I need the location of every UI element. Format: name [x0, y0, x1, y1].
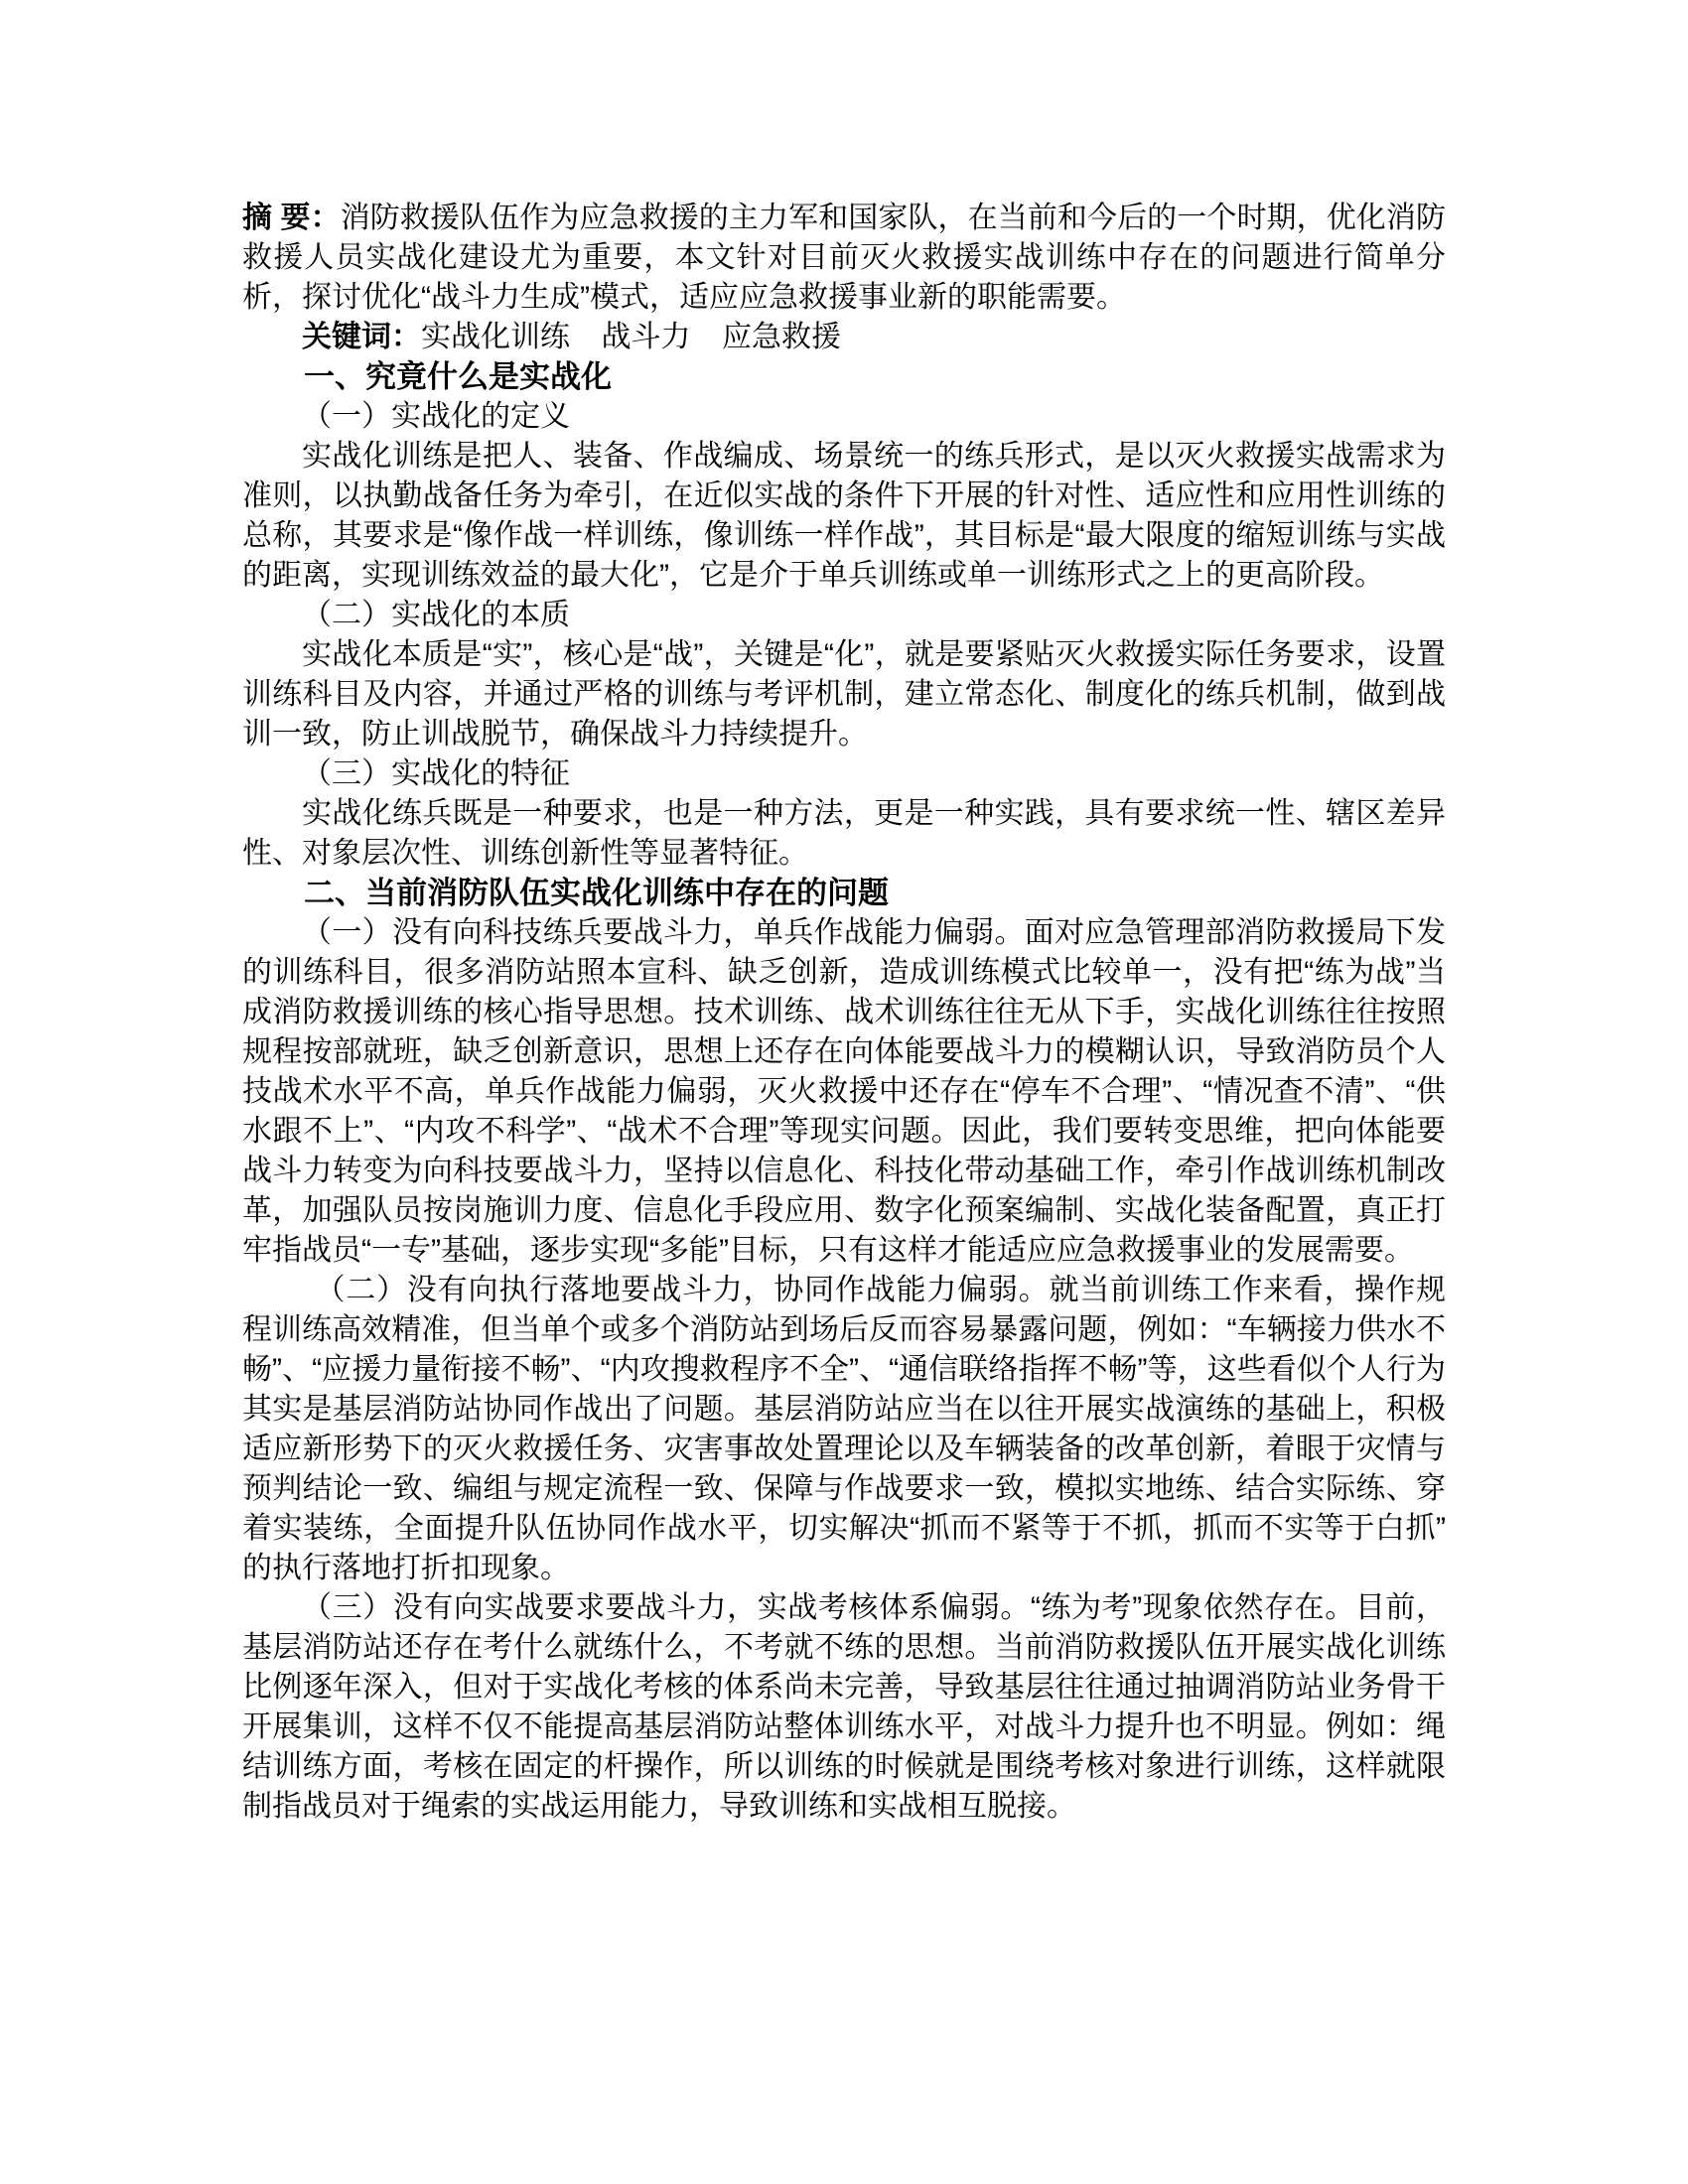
abstract-paragraph — [242, 199, 1446, 318]
keyword-item: 实战化训练 — [421, 321, 570, 353]
keywords-label: 关键词： — [302, 321, 421, 353]
section1-paragraph-2: 实战化本质是“实”，核心是“战”，关键是“化”，就是要紧贴灭火救援实际任务要求，设置训练科目及内容，并通过严格的训练与考评机制，建立常态化、制度化的练兵机制，做到战训一致，防止训战脱节，确保战斗力持续提升。 — [242, 638, 1446, 751]
section1-subheading-1: （一）实战化的定义 — [302, 400, 570, 433]
keyword-item: 应急救援 — [722, 321, 841, 353]
keyword-item: 战斗力 — [601, 321, 691, 353]
keywords-line — [242, 318, 1446, 357]
section1-subheading-2: （二）实战化的本质 — [302, 599, 570, 631]
section2-paragraph-3: （三）没有向实战要求要战斗力，实战考核体系偏弱。“练为考”现象依然存在。目前，基层消防站还存在考什么就练什么，不考就不练的思想。当前消防救援队伍开展实战化训练比例逐年深入，但对于实战化考核的体系尚未完善，导致基层往往通过抽调消防站业务骨干开展集训，这样不仅不能提高基层消防站整体训练水平，对战斗力提升也不明显。例如：绳结训练方面，考核在固定的杆操作，所以训练的时候就是围绕考核对象进行训练，这样就限制指战员对于绳索的实战运用能力，导致训练和实战相互脱接。 — [242, 1591, 1446, 1823]
section2-paragraph-1: （一）没有向科技练兵要战斗力，单兵作战能力偏弱。面对应急管理部消防救援局下发的训练科目，很多消防站照本宣科、缺乏创新，造成训练模式比较单一，没有把“练为战”当成消防救援训练的核心指导思想。技术训练、战术训练往往无从下手，实战化训练往往按照规程按部就班，缺乏创新意识，思想上还存在向体能要战斗力的模糊认识，导致消防员个人技战术水平不高，单兵作战能力偏弱，灭火救援中还存在“停车不合理”、“情况查不清”、“供水跟不上”、“内攻不科学”、“战术不合理”等现实问题。因此，我们要转变思维，把向体能要战斗力转变为向科技要战斗力，坚持以信息化、科技化带动基础工作，牵引作战训练机制改革，加强队员按岗施训力度、信息化手段应用、数字化预案编制、实战化装备配置，真正打牢指战员“一专”基础，逐步实现“多能”目标，只有这样才能适应应急救援事业的发展需要。 — [242, 916, 1446, 1267]
section1-subheading-3: （三）实战化的特征 — [302, 757, 570, 790]
section1-paragraph-1: 实战化训练是把人、装备、作战编成、场景统一的练兵形式，是以灭火救援实战需求为准则，以执勤战备任务为牵引，在近似实战的条件下开展的针对性、适应性和应用性训练的总称，其要求是“像作战一样训练，像训练一样作战”，其目标是“最大限度的缩短训练与实战的距离，实现训练效益的最大化”，它是介于单兵训练或单一训练形式之上的更高阶段。 — [242, 440, 1446, 592]
abstract-text: 消防救援队伍作为应急救援的主力军和国家队，在当前和今后的一个时期，优化消防救援人员实战化建设尤为重要，本文针对目前灭火救援实战训练中存在的问题进行简单分析，探讨优化“战斗力生成”模式，适应应急救援事业新的职能需要。 — [242, 202, 1446, 314]
abstract-label: 摘 要： — [242, 202, 341, 234]
section2-paragraph-2: （二）没有向执行落地要战斗力，协同作战能力偏弱。就当前训练工作来看，操作规程训练高效精准，但当单个或多个消防站到场后反而容易暴露问题，例如：“车辆接力供水不畅”、“应援力量衔接不畅”、“内攻搜救程序不全”、“通信联络指挥不畅”等，这些看似个人行为其实是基层消防站协同作战出了问题。基层消防站应当在以往开展实战演练的基础上，积极适应新形势下的灭火救援任务、灾害事故处置理论以及车辆装备的改革创新，着眼于灾情与预判结论一致、编组与规定流程一致、保障与作战要求一致，模拟实地练、结合实际练、穿着实装练，全面提升队伍协同作战水平，切实解决“抓而不紧等于不抓，抓而不实等于白抓”的执行落地打折扣现象。 — [242, 1274, 1446, 1584]
section1-paragraph-3: 实战化练兵既是一种要求，也是一种方法，更是一种实践，具有要求统一性、辖区差异性、对象层次性、训练创新性等显著特征。 — [242, 797, 1446, 870]
section2-heading: 二、当前消防队伍实战化训练中存在的问题 — [304, 876, 889, 910]
section1-heading: 一、究竟什么是实战化 — [304, 359, 612, 394]
article-text-block — [242, 199, 1446, 1827]
